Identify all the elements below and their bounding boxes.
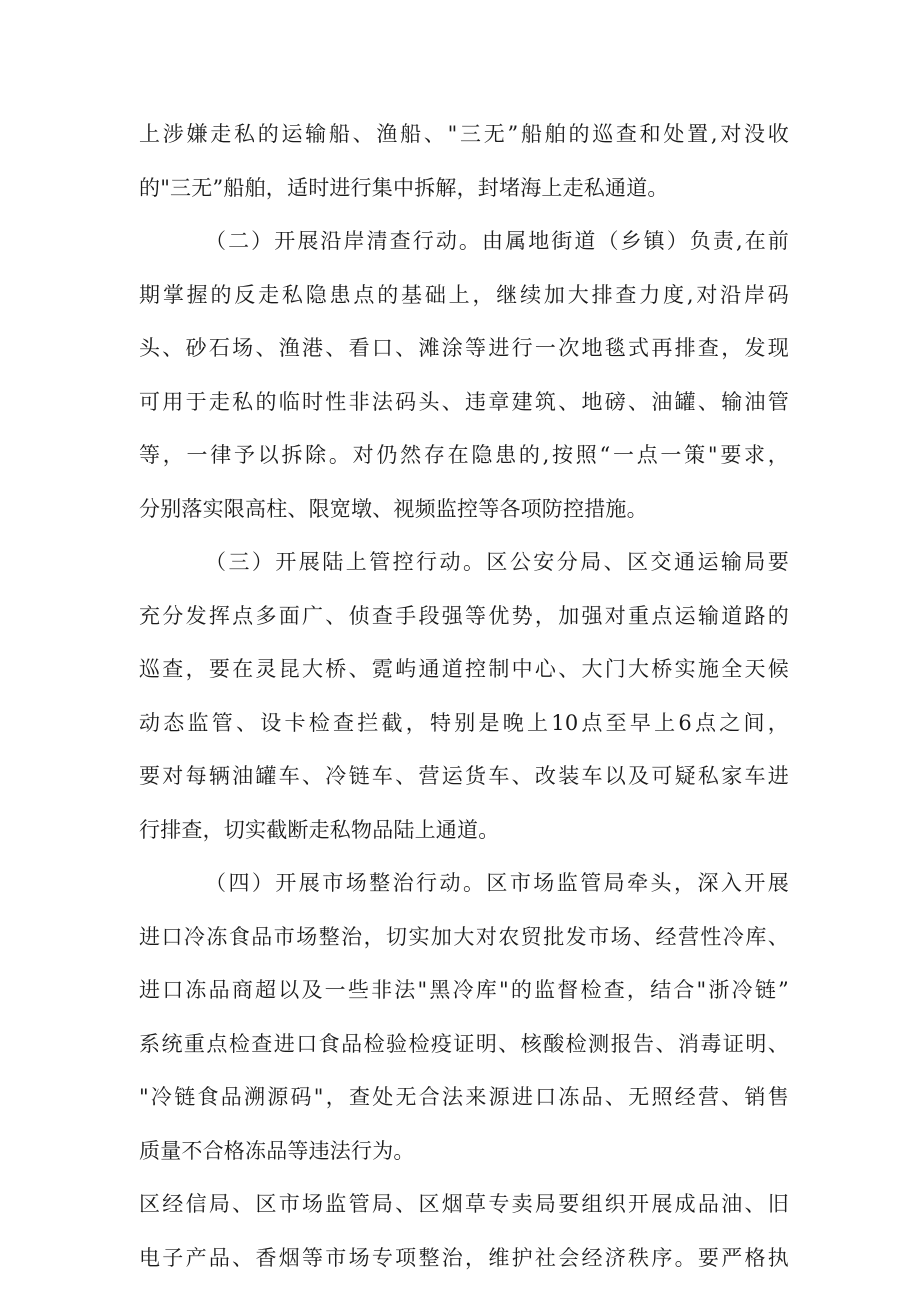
text-line: 期掌握的反走私隐患点的基础上，继续加大排查力度,对沿岸码 xyxy=(139,282,789,307)
text-line: 等，一律予以拆除。对仍然存在隐患的,按照“一点一策"要求， xyxy=(139,443,789,467)
text-line: 区经信局、区市场监管局、区烟草专卖局要组织开展成品油、旧 xyxy=(139,1192,789,1216)
text-line: 巡查，要在灵昆大桥、霓屿通道控制中心、大门大桥实施全天候 xyxy=(139,657,789,681)
text-line: （四）开展市场整治行动。区市场监管局牵头，深入开展 xyxy=(205,871,789,895)
text-line: 电子产品、香烟等市场专项整治，维护社会经济秩序。要严格执 xyxy=(139,1245,789,1270)
text-line: "冷链食品溯源码"，查处无合法来源进口冻品、无照经营、销售 xyxy=(139,1085,789,1109)
text-line: 行排查，切实截断走私物品陆上通道。 xyxy=(139,817,500,842)
text-line: 质量不合格冻品等违法行为。 xyxy=(139,1138,415,1163)
text-line: 进口冻品商超以及一些非法"黑冷库"的监督检查，结合"浙冷链” xyxy=(139,978,789,1002)
text-line: 的"三无”船舶，适时进行集中拆解，封堵海上走私通道。 xyxy=(139,175,669,200)
document-body xyxy=(139,108,789,1285)
text-line: 充分发挥点多面广、侦查手段强等优势，加强对重点运输道路的 xyxy=(139,603,789,628)
text-line: 系统重点检查进口食品检验检疫证明、核酸检测报告、消毒证明、 xyxy=(139,1031,789,1056)
text-line: 要对每辆油罐车、冷链车、营运货车、改装车以及可疑私家车进 xyxy=(139,764,789,788)
text-line: 动态监管、设卡检查拦截，特别是晚上10点至早上6点之间， xyxy=(139,710,789,735)
text-line: 头、砂石场、渔港、看口、滩涂等进行一次地毯式再排查，发现 xyxy=(139,336,789,360)
text-line: 分别落实限高柱、限宽墩、视频监控等各项防控措施。 xyxy=(139,496,648,521)
text-line: （二）开展沿岸清查行动。由属地街道（乡镇）负责,在前 xyxy=(205,229,789,253)
text-line: （三）开展陆上管控行动。区公安分局、区交通运输局要 xyxy=(205,550,789,574)
text-line: 上涉嫌走私的运输船、渔船、"三无”船舶的巡查和处置,对没收 xyxy=(139,122,789,146)
text-line: 进口冷冻食品市场整治，切实加大对农贸批发市场、经营性冷库、 xyxy=(139,924,789,949)
text-line: 可用于走私的临时性非法码头、违章建筑、地磅、油罐、输油管 xyxy=(139,389,789,414)
